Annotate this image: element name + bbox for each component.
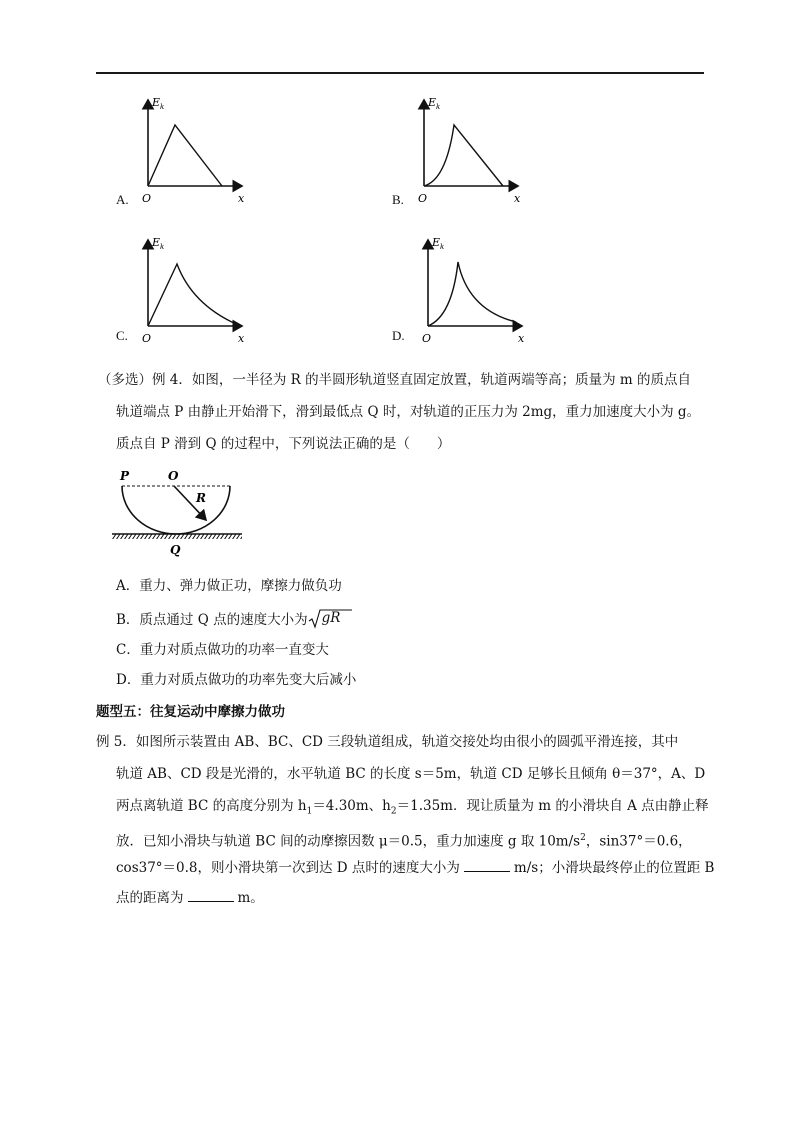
- x-label: x: [514, 192, 521, 204]
- ek-curve: [428, 262, 516, 326]
- header-rule: [96, 72, 704, 74]
- answer-blank-2[interactable]: [188, 889, 234, 902]
- ek-curve: [148, 264, 236, 326]
- x-label: x: [238, 332, 245, 344]
- point-o: O: [168, 469, 179, 483]
- choice-b-text: B．质点通过 Q 点的速度大小为: [116, 612, 308, 628]
- ek-curve: [424, 125, 503, 186]
- origin-label: O: [418, 192, 428, 204]
- ex4-choice-c: C．重力对质点做功的功率一直变大: [116, 642, 329, 658]
- x-label: x: [518, 332, 525, 344]
- ex5-line-2: 轨道 AB、CD 段是光滑的，水平轨道 BC 的长度 s＝5m，轨道 CD 足够长且倾角 θ＝37°，A、D: [116, 766, 706, 782]
- ex5-line-4: 放．已知小滑块与轨道 BC 间的动摩擦因数 μ＝0.5，重力加速度 g 取 $10m/s^2$，sin37°＝0.6，: [116, 833, 692, 850]
- section-title: 题型五：往复运动中摩擦力做功: [96, 704, 285, 720]
- ex5-line-5: cos37°＝0.8，则小滑块第一次到达 D 点时的速度大小为 m/s；小滑块最终停止的位置距 B: [116, 860, 715, 876]
- origin-label: O: [422, 332, 432, 344]
- ex4-line-3: 质点自 P 滑到 Q 的过程中，下列说法正确的是（ ）: [116, 436, 451, 452]
- ek-label: $E_k$: [428, 96, 441, 111]
- graph-option-a: [140, 92, 250, 204]
- ground-hatching: [112, 534, 242, 539]
- graph-label-c: C.: [116, 328, 128, 343]
- graph-label-a: A.: [116, 192, 129, 207]
- ek-curve: [148, 125, 222, 186]
- ek-label: $E_k$: [152, 236, 165, 251]
- ex5-line-3: 两点离轨道 BC 的高度分别为 $h_1=4.30m$、$h_2=1.35m$．现让质量为 m 的小滑块自 A 点由静止释: [116, 798, 709, 817]
- answer-blank-1[interactable]: [464, 859, 510, 872]
- sqrt-radicand: gR: [321, 610, 341, 626]
- ek-label: $E_k$: [152, 96, 165, 111]
- graph-option-d: [420, 232, 530, 344]
- ex4-choice-b: [116, 608, 352, 630]
- point-p: P: [120, 469, 130, 483]
- ex4-choice-d: D．重力对质点做功的功率先变大后减小: [116, 672, 357, 688]
- graph-option-c: [140, 232, 250, 344]
- ex5-line-6: 点的距离为 m。: [116, 890, 264, 906]
- sqrt-formula: [308, 608, 352, 630]
- point-q: Q: [170, 543, 181, 557]
- origin-label: O: [142, 192, 152, 204]
- semicircle-track: [122, 486, 230, 534]
- graph-option-b: [416, 92, 526, 204]
- ex5-line-1: 例 5．如图所示装置由 AB、BC、CD 三段轨道组成，轨道交接处均由很小的圆弧平滑连接，其中: [96, 734, 679, 750]
- origin-label: O: [142, 332, 152, 344]
- x-label: x: [238, 192, 245, 204]
- semicircle-track-figure: [112, 462, 242, 558]
- ex4-line-1: （多选）例 4．如图，一半径为 R 的半圆形轨道竖直固定放置，轨道两端等高；质量为 m 的质点自: [98, 372, 692, 388]
- graph-label-b: B.: [392, 192, 404, 207]
- ek-label: $E_k$: [432, 236, 445, 251]
- radius-label: R: [196, 491, 206, 505]
- ex4-choice-a: A．重力、弹力做正功，摩擦力做负功: [116, 578, 342, 594]
- ex4-line-2: 轨道端点 P 由静止开始滑下，滑到最低点 Q 时，对轨道的正压力为 2mg，重力加速度大小为 g。: [116, 404, 701, 420]
- graph-label-d: D.: [392, 328, 405, 343]
